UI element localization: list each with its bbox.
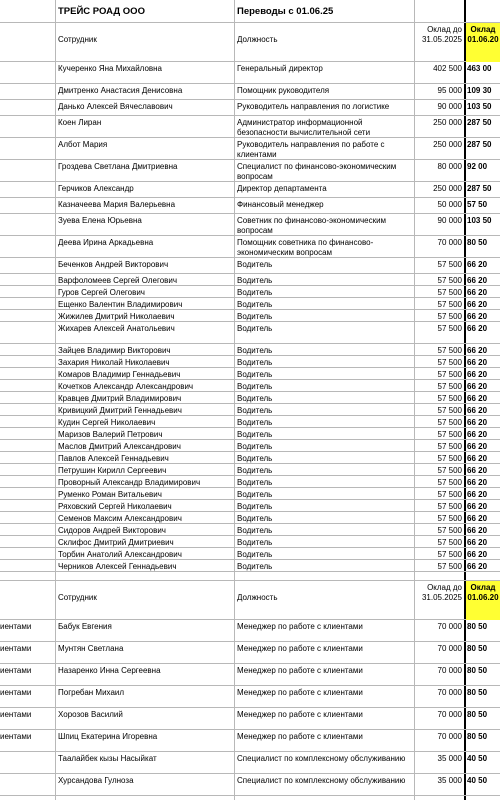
table-row	[0, 664, 500, 686]
employee-name: Назаренко Инна Сергеевна	[58, 666, 161, 675]
salary-old: 57 500	[437, 526, 462, 535]
table-row	[0, 686, 500, 708]
table-row	[0, 310, 500, 322]
salary-old: 90 000	[437, 102, 462, 111]
salary-new: 66 20	[467, 514, 488, 523]
salary-old: 57 500	[437, 346, 462, 355]
salary-old: 250 000	[433, 184, 462, 193]
employee-position: Водитель	[237, 490, 273, 499]
salary-old: 250 000	[433, 118, 462, 127]
salary-new: 103 50	[467, 216, 492, 225]
salary-new: 66 20	[467, 526, 488, 535]
salary-new: 66 20	[467, 300, 488, 309]
employee-position: Специалист по комплексному обслуживанию	[237, 754, 406, 763]
salary-new: 80 50	[467, 688, 488, 697]
company-name: ТРЕЙС РОАД ООО	[58, 6, 145, 17]
table-row	[0, 182, 500, 198]
salary-old: 57 500	[437, 300, 462, 309]
employee-name: Комаров Владимир Геннадьевич	[58, 370, 181, 379]
employee-name: Бабук Евгения	[58, 622, 112, 631]
header-employee: Сотрудник	[58, 593, 97, 602]
table-row	[0, 752, 500, 774]
employee-name: Казначеева Мария Валерьевна	[58, 200, 176, 209]
salary-new: 287 50	[467, 118, 492, 127]
employee-position: Водитель	[237, 550, 273, 559]
table-row	[0, 356, 500, 368]
employee-position: Администратор информационной безопасности вычислительной сети	[237, 118, 371, 137]
salary-old: 250 000	[433, 140, 462, 149]
salary-old: 57 500	[437, 502, 462, 511]
table-row	[0, 214, 500, 236]
employee-name: Варфоломеев Сергей Олегович	[58, 276, 178, 285]
salary-new: 40 50	[467, 754, 488, 763]
table-row	[0, 440, 500, 452]
employee-name: Хорозов Василий	[58, 710, 123, 719]
employee-position: Менеджер по работе с клиентами	[237, 644, 363, 653]
employee-name: Албот Мария	[58, 140, 108, 149]
table-row	[0, 368, 500, 380]
employee-position: Водитель	[237, 430, 273, 439]
employee-position: Водитель	[237, 288, 273, 297]
employee-position: Менеджер по работе с клиентами	[237, 710, 363, 719]
employee-position: Директор департамента	[237, 184, 327, 193]
employee-position: Помощник советника по финансово-экономическим вопросам	[237, 238, 374, 257]
salary-old: 57 500	[437, 358, 462, 367]
employee-name: Петрушин Кирилл Сергеевич	[58, 466, 167, 475]
salary-new: 66 20	[467, 312, 488, 321]
employee-position: Водитель	[237, 502, 273, 511]
employee-name: Проворный Александр Владимирович	[58, 478, 201, 487]
salary-old: 70 000	[437, 732, 462, 741]
employee-position: Менеджер по работе с клиентами	[237, 622, 363, 631]
employee-name: Жижилев Дмитрий Николаевич	[58, 312, 175, 321]
employee-name: Зуева Елена Юрьевна	[58, 216, 142, 225]
salary-new: 66 20	[467, 394, 488, 403]
table-row	[0, 84, 500, 100]
employee-position: Руководитель направления по работе с клиентами	[237, 140, 385, 159]
salary-new: 80 50	[467, 622, 488, 631]
employee-position: Помощник руководителя	[237, 86, 330, 95]
header-position: Должность	[237, 35, 278, 44]
salary-new: 66 20	[467, 406, 488, 415]
salary-old: 57 500	[437, 312, 462, 321]
salary-old: 57 500	[437, 418, 462, 427]
employee-position: Водитель	[237, 466, 273, 475]
salary-old: 57 500	[437, 466, 462, 475]
table-row	[0, 548, 500, 560]
employee-name: Руменко Роман Витальевич	[58, 490, 162, 499]
employee-position: Водитель	[237, 324, 273, 333]
salary-new: 66 20	[467, 478, 488, 487]
employee-position: Советник по финансово-экономическим вопросам	[237, 216, 387, 235]
salary-new: 80 50	[467, 710, 488, 719]
employee-position: Водитель	[237, 478, 273, 487]
employee-name: Дмитренко Анастасия Денисовна	[58, 86, 183, 95]
employee-name: Герчиков Александр	[58, 184, 134, 193]
salary-old: 70 000	[437, 688, 462, 697]
salary-old: 57 500	[437, 394, 462, 403]
salary-new: 66 20	[467, 430, 488, 439]
employee-name: Кочетков Александр Александрович	[58, 382, 194, 391]
table-row	[0, 322, 500, 344]
document-title: Переводы с 01.06.25	[237, 6, 334, 17]
salary-old: 70 000	[437, 644, 462, 653]
employee-name: Таалайбек кызы Насыйкат	[58, 754, 157, 763]
salary-old: 57 500	[437, 550, 462, 559]
table-row	[0, 286, 500, 298]
employee-position: Водитель	[237, 562, 273, 571]
salary-new: 66 20	[467, 260, 488, 269]
salary-new: 66 20	[467, 288, 488, 297]
table-row	[0, 620, 500, 642]
employee-position: Водитель	[237, 382, 273, 391]
employee-name: Захария Николай Николаевич	[58, 358, 170, 367]
table-row	[0, 392, 500, 404]
row-prefix: иентами	[0, 688, 32, 697]
salary-new: 66 20	[467, 454, 488, 463]
salary-old: 57 500	[437, 514, 462, 523]
table-row	[0, 236, 500, 258]
table-row	[0, 524, 500, 536]
employee-name: Семенов Максим Александрович	[58, 514, 182, 523]
table-row	[0, 730, 500, 752]
header-employee: Сотрудник	[58, 35, 97, 44]
salary-old: 95 000	[437, 86, 462, 95]
table-row	[0, 560, 500, 572]
table-row	[0, 344, 500, 356]
employee-name: Зайцев Владимир Викторович	[58, 346, 171, 355]
salary-old: 50 000	[437, 200, 462, 209]
salary-old: 57 500	[437, 382, 462, 391]
table-row	[0, 642, 500, 664]
employee-name: Павлов Алексей Геннадьевич	[58, 454, 169, 463]
row-prefix: иентами	[0, 622, 32, 631]
salary-old: 57 500	[437, 490, 462, 499]
employee-name: Хурсандова Гулноза	[58, 776, 134, 785]
employee-name: Гроздева Светлана Дмитриевна	[58, 162, 178, 171]
employee-position: Водитель	[237, 370, 273, 379]
salary-old: 70 000	[437, 622, 462, 631]
employee-position: Водитель	[237, 260, 273, 269]
employee-position: Водитель	[237, 358, 273, 367]
header-salary-new: Оклад 01.06.20	[467, 25, 499, 44]
salary-new: 66 20	[467, 490, 488, 499]
salary-new: 287 50	[467, 140, 492, 149]
employee-name: Гуров Сергей Олегович	[58, 288, 145, 297]
salary-old: 57 500	[437, 562, 462, 571]
employee-position: Руководитель направления по логистике	[237, 102, 390, 111]
employee-position: Водитель	[237, 526, 273, 535]
employee-position: Генеральный директор	[237, 64, 323, 73]
salary-new: 80 50	[467, 732, 488, 741]
header-position: Должность	[237, 593, 278, 602]
employee-name: Торбин Анатолий Александрович	[58, 550, 182, 559]
salary-new: 66 20	[467, 382, 488, 391]
employee-name: Данько Алексей Вячеславович	[58, 102, 173, 111]
header-salary-new: Оклад 01.06.20	[467, 583, 499, 602]
table-row	[0, 138, 500, 160]
salary-new: 66 20	[467, 324, 488, 333]
table-row	[0, 62, 500, 84]
employee-name: Кривицкий Дмитрий Геннадьевич	[58, 406, 182, 415]
table-row	[0, 464, 500, 476]
employee-position: Водитель	[237, 312, 273, 321]
salary-new: 66 20	[467, 346, 488, 355]
employee-name: Жихарев Алексей Анатольевич	[58, 324, 175, 333]
salary-new: 57 50	[467, 200, 488, 209]
table-row	[0, 536, 500, 548]
employee-position: Водитель	[237, 406, 273, 415]
table-row	[0, 116, 500, 138]
salary-new: 66 20	[467, 466, 488, 475]
salary-new: 80 50	[467, 644, 488, 653]
salary-new: 103 50	[467, 102, 492, 111]
salary-old: 402 500	[433, 64, 462, 73]
table-row	[0, 298, 500, 310]
table-row	[0, 512, 500, 524]
salary-old: 70 000	[437, 238, 462, 247]
salary-old: 57 500	[437, 324, 462, 333]
employee-name: Ещенко Валентин Владимирович	[58, 300, 183, 309]
table-row	[0, 428, 500, 440]
salary-new: 66 20	[467, 538, 488, 547]
table-row	[0, 488, 500, 500]
employee-name: Кравцев Дмитрий Владимирович	[58, 394, 182, 403]
salary-new: 66 20	[467, 550, 488, 559]
salary-old: 57 500	[437, 538, 462, 547]
employee-name: Мунтян Светлана	[58, 644, 124, 653]
salary-old: 57 500	[437, 276, 462, 285]
employee-name: Кучеренко Яна Михайловна	[58, 64, 163, 73]
salary-new: 66 20	[467, 442, 488, 451]
employee-position: Водитель	[237, 538, 273, 547]
employee-position: Водитель	[237, 418, 273, 427]
salary-new: 66 20	[467, 358, 488, 367]
header-salary-old: Оклад до 31.05.2025	[421, 583, 462, 602]
employee-position: Менеджер по работе с клиентами	[237, 688, 363, 697]
salary-new: 66 20	[467, 418, 488, 427]
employee-position: Водитель	[237, 442, 273, 451]
employee-position: Водитель	[237, 394, 273, 403]
employee-position: Водитель	[237, 276, 273, 285]
employee-position: Специалист по комплексному обслуживанию	[237, 776, 406, 785]
table-row	[0, 708, 500, 730]
table-row	[0, 274, 500, 286]
salary-new: 66 20	[467, 562, 488, 571]
table-row	[0, 416, 500, 428]
salary-old: 57 500	[437, 430, 462, 439]
salary-new: 40 50	[467, 776, 488, 785]
employee-name: Погребан Михаил	[58, 688, 125, 697]
table-row	[0, 100, 500, 116]
table-header-row	[0, 580, 500, 620]
employee-name: Беченков Андрей Викторович	[58, 260, 169, 269]
table-row	[0, 160, 500, 182]
employee-position: Специалист по финансово-экономическим вопросам	[237, 162, 397, 181]
table-row	[0, 258, 500, 274]
table-row	[0, 774, 500, 796]
salary-old: 90 000	[437, 216, 462, 225]
salary-old: 35 000	[437, 754, 462, 763]
salary-old: 35 000	[437, 776, 462, 785]
row-prefix: иентами	[0, 732, 32, 741]
salary-new: 66 20	[467, 276, 488, 285]
table-row	[0, 500, 500, 512]
salary-new: 92 00	[467, 162, 488, 171]
employee-name: Деева Ирина Аркадьевна	[58, 238, 154, 247]
salary-old: 57 500	[437, 442, 462, 451]
table-header-row	[0, 22, 500, 62]
employee-position: Водитель	[237, 454, 273, 463]
salary-new: 463 00	[467, 64, 492, 73]
row-prefix: иентами	[0, 644, 32, 653]
employee-name: Маризов Валерий Петрович	[58, 430, 163, 439]
salary-new: 66 20	[467, 502, 488, 511]
salary-new: 109 30	[467, 86, 492, 95]
table-row	[0, 404, 500, 416]
row-prefix: иентами	[0, 666, 32, 675]
salary-old: 57 500	[437, 406, 462, 415]
salary-old: 70 000	[437, 666, 462, 675]
table-row	[0, 452, 500, 464]
employee-name: Ряховский Сергей Николаевич	[58, 502, 172, 511]
employee-position: Водитель	[237, 300, 273, 309]
header-salary-old: Оклад до 31.05.2025	[421, 25, 462, 44]
salary-new: 80 50	[467, 666, 488, 675]
salary-old: 57 500	[437, 288, 462, 297]
employee-name: Черников Алексей Геннадьевич	[58, 562, 177, 571]
salary-old: 57 500	[437, 370, 462, 379]
table-row	[0, 380, 500, 392]
salary-old: 70 000	[437, 710, 462, 719]
employee-name: Кудин Сергей Николаевич	[58, 418, 156, 427]
employee-name: Склифос Дмитрий Дмитриевич	[58, 538, 174, 547]
row-prefix: иентами	[0, 710, 32, 719]
table-row	[0, 476, 500, 488]
salary-new: 80 50	[467, 238, 488, 247]
salary-old: 57 500	[437, 260, 462, 269]
employee-position: Водитель	[237, 346, 273, 355]
employee-name: Шпиц Екатерина Игоревна	[58, 732, 158, 741]
employee-position: Водитель	[237, 514, 273, 523]
table-row	[0, 198, 500, 214]
salary-old: 80 000	[437, 162, 462, 171]
employee-name: Сидоров Андрей Викторович	[58, 526, 166, 535]
employee-name: Маслов Дмитрий Александрович	[58, 442, 181, 451]
employee-name: Коен Лиран	[58, 118, 102, 127]
employee-position: Менеджер по работе с клиентами	[237, 666, 363, 675]
salary-new: 66 20	[467, 370, 488, 379]
employee-position: Финансовый менеджер	[237, 200, 324, 209]
salary-old: 57 500	[437, 454, 462, 463]
salary-old: 57 500	[437, 478, 462, 487]
employee-position: Менеджер по работе с клиентами	[237, 732, 363, 741]
salary-new: 287 50	[467, 184, 492, 193]
